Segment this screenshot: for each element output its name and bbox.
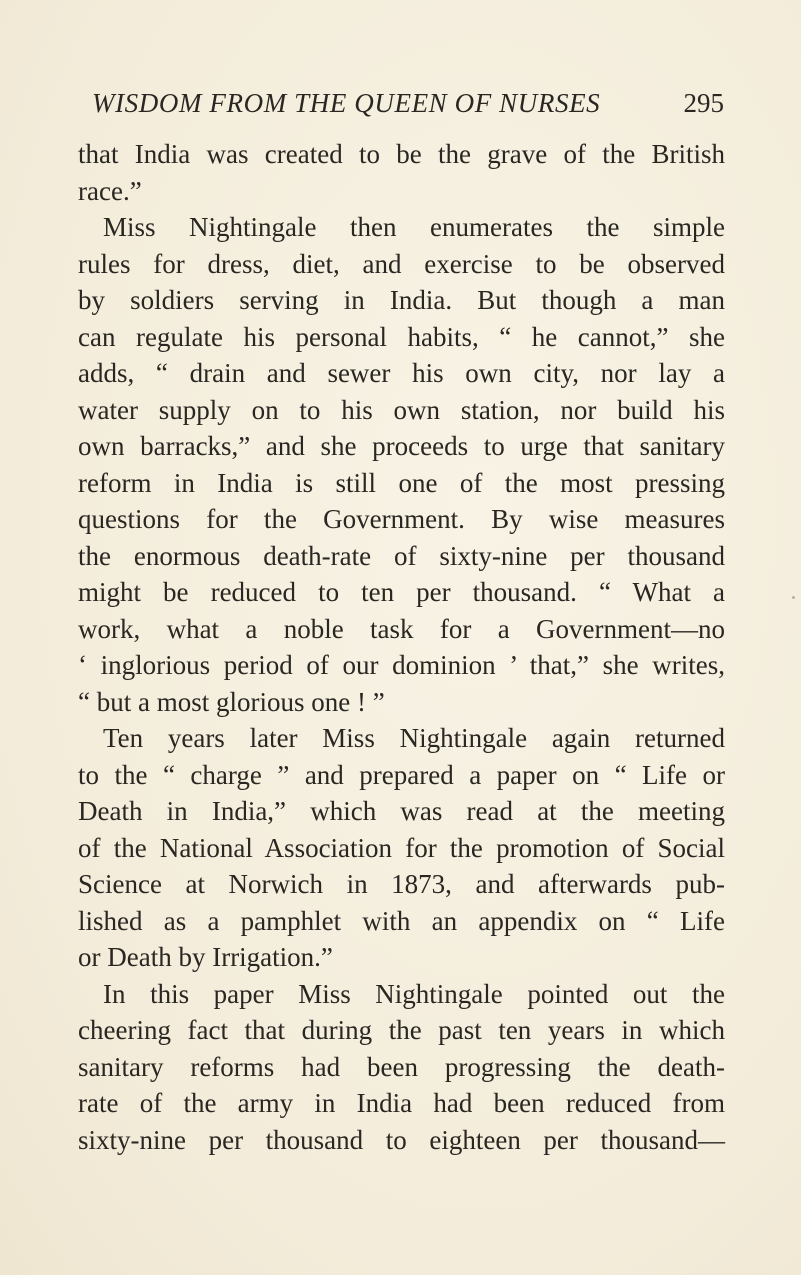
- text-line: race.”: [78, 175, 142, 206]
- text-line: “ but a most glorious one ! ”: [78, 686, 385, 717]
- text-line: lished as a pamphlet with an appendix on “ Life: [78, 905, 725, 936]
- text-line: work, what a noble task for a Government—no: [78, 613, 725, 644]
- text-line: to the “ charge ” and prepared a paper on “ Life or: [78, 759, 725, 790]
- paragraph-first-line: Ten years later Miss Nightingale again returned: [103, 723, 725, 753]
- running-title: WISDOM FROM THE QUEEN OF NURSES: [92, 88, 601, 118]
- text-line: ‘ inglorious period of our dominion ’ that,” she writes,: [78, 650, 725, 680]
- page-number: 295: [683, 88, 724, 118]
- body-text: [78, 136, 725, 1158]
- paragraph-first-line: Miss Nightingale then enumerates the simple: [103, 212, 725, 242]
- text-line: water supply on to his own station, nor build his: [78, 394, 725, 425]
- text-line: adds, “ drain and sewer his own city, nor lay a: [78, 358, 725, 388]
- text-line: rules for dress, diet, and exercise to be observed: [78, 248, 725, 279]
- text-line: of the National Association for the promotion of Social: [78, 832, 725, 863]
- text-line: questions for the Government. By wise measures: [78, 504, 725, 534]
- text-line: cheering fact that during the past ten years in which: [78, 1015, 725, 1045]
- running-head: [92, 88, 724, 128]
- text-line: own barracks,” and she proceeds to urge that sanitary: [78, 431, 725, 461]
- text-line: the enormous death-rate of sixty-nine per thousand: [78, 540, 725, 571]
- text-line: sanitary reforms had been progressing the death-: [78, 1051, 725, 1082]
- text-line: reform in India is still one of the most pressing: [78, 467, 725, 498]
- text-line: Science at Norwich in 1873, and afterwards pub-: [78, 869, 725, 899]
- text-line: or Death by Irrigation.”: [78, 942, 333, 972]
- text-line: rate of the army in India had been reduced from: [78, 1088, 725, 1118]
- text-line: that India was created to be the grave of the British: [78, 139, 725, 169]
- paper-speck: [792, 596, 795, 599]
- text-line: can regulate his personal habits, “ he cannot,” she: [78, 321, 725, 352]
- text-line: by soldiers serving in India. But though a man: [78, 285, 725, 315]
- paragraph-first-line: In this paper Miss Nightingale pointed out the: [103, 978, 725, 1009]
- text-line: sixty-nine per thousand to eighteen per thousand—: [78, 1124, 725, 1155]
- text-line: Death in India,” which was read at the meeting: [78, 796, 725, 826]
- text-line: might be reduced to ten per thousand. “ What a: [78, 577, 725, 607]
